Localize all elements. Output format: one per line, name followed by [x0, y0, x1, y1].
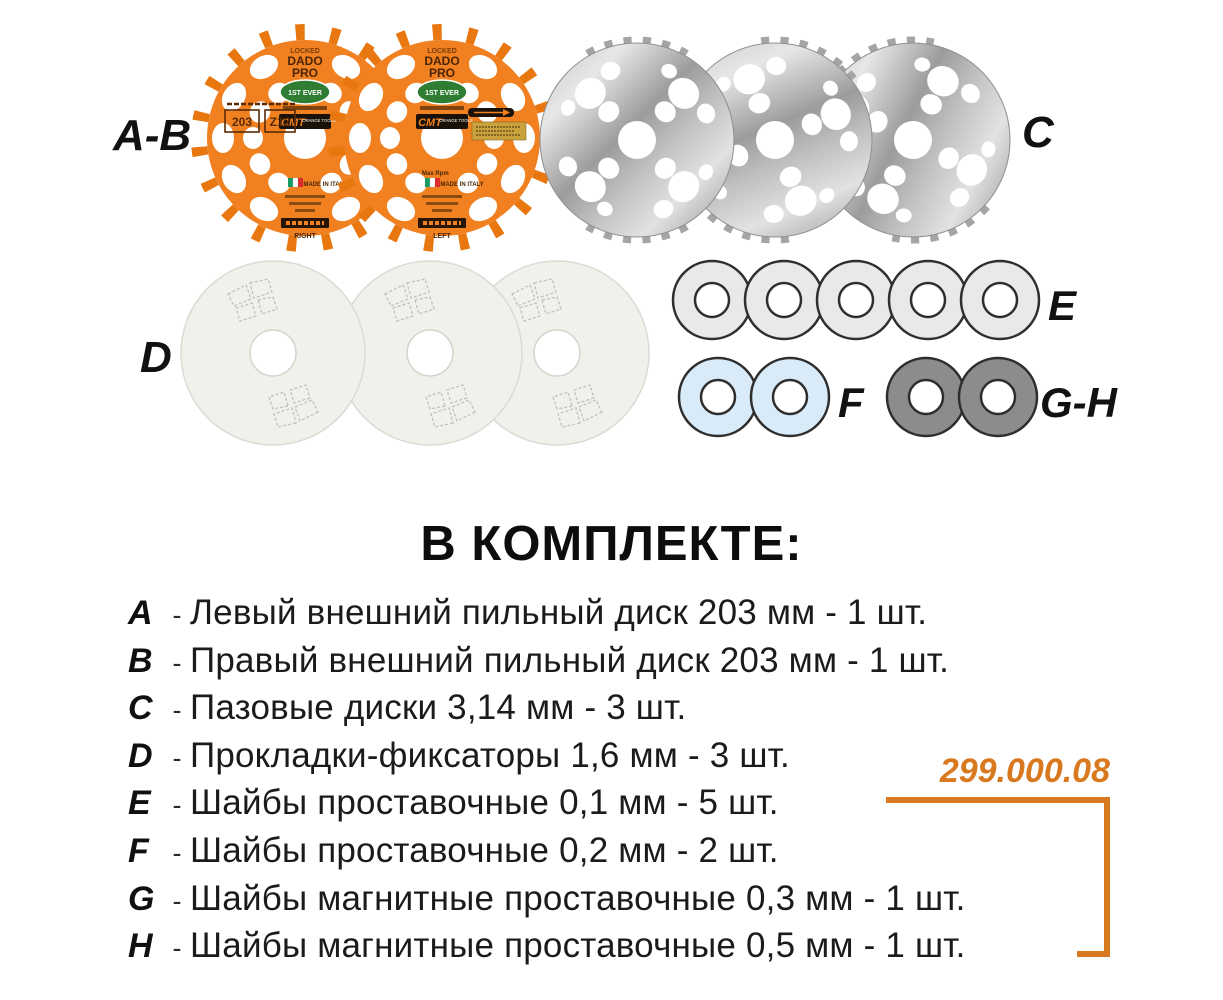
kit-item-b [0, 637, 1223, 685]
group-label-washers-gh: G-H [1040, 379, 1117, 426]
washers-f [679, 358, 829, 436]
kit-item-f [0, 827, 1223, 875]
washer-f-2 [751, 358, 829, 436]
part-number-bracket-hook [1077, 951, 1110, 957]
washers-gh [887, 358, 1037, 436]
washer-e-1 [673, 261, 751, 339]
kit-item-letter: D [128, 736, 153, 775]
washer-e-2 [745, 261, 823, 339]
chipper-blade-1 [540, 42, 734, 238]
kit-item-letter: B [128, 641, 153, 680]
kit-item-dash: - [172, 600, 182, 630]
kit-item-text: Правый внешний пильный диск 203 мм - 1 шт. [190, 640, 950, 680]
washers-e [673, 261, 1039, 339]
diameter-box-text: 203 [231, 115, 253, 129]
kit-item-dash: - [172, 933, 182, 964]
kit-item-text: Шайбы проставочные 0,1 мм - 5 шт. [190, 783, 779, 823]
kit-item-h [0, 922, 1223, 970]
kit-item-dash: - [172, 647, 182, 678]
part-number-bracket-side [1104, 797, 1110, 957]
kit-item-letter: H [128, 927, 153, 966]
group-label-shims: D [140, 333, 172, 382]
kit-item-letter: A [128, 594, 153, 632]
kit-item-text: Шайбы проставочные 0,2 мм - 2 шт. [190, 830, 779, 870]
max-rpm-text: Max Rpm [422, 171, 449, 177]
kit-item-letter: G [128, 879, 155, 918]
kit-item-c [0, 684, 1223, 732]
kit-title: В КОМПЛЕКТЕ: [420, 517, 803, 571]
kit-item-text: Левый внешний пильный диск 203 мм - 1 шт. [190, 593, 928, 632]
washer-g [887, 358, 965, 436]
kit-item-text: Шайбы магнитные проставочные 0,3 мм - 1 шт. [190, 878, 966, 918]
kit-item-text: Шайбы магнитные проставочные 0,5 мм - 1 шт. [190, 926, 966, 966]
blade-side-left: LEFT [433, 233, 451, 240]
kit-item-dash: - [172, 885, 182, 916]
kit-item-dash: - [172, 837, 182, 868]
group-label-washers-e: E [1048, 282, 1077, 329]
kit-item-letter: E [128, 784, 151, 823]
kit-item-letter: C [128, 689, 153, 728]
kit-part-number: 299.000.08 [939, 752, 1110, 790]
group-label-outer-blades: A-B [113, 111, 192, 160]
kit-item-letter: F [128, 831, 149, 870]
kit-item-dash: - [172, 695, 182, 726]
washer-f-1 [679, 358, 757, 436]
warning-sticker [472, 122, 526, 140]
shim-1 [181, 261, 365, 445]
group-label-chippers: C [1022, 108, 1054, 157]
kit-item-text: Прокладки-фиксаторы 1,6 мм - 3 шт. [190, 735, 790, 775]
washer-e-3 [817, 261, 895, 339]
kit-item-a [0, 589, 1223, 637]
part-number-bracket-top [886, 797, 1110, 803]
kit-item-text: Пазовые диски 3,14 мм - 3 шт. [190, 688, 687, 728]
kit-item-dash: - [172, 790, 182, 821]
components-figure: LOCKED DADO PRO 1ST EVER CMT ORANGE TOOLS MADE IN ITALY A-B 203 Z12 RIGHT Max Rpm LEFT C D E F G-H [0, 0, 1223, 490]
kit-item-dash: - [172, 742, 182, 773]
teeth-box-text: Z12 [269, 115, 291, 129]
kit-item-g [0, 875, 1223, 923]
group-label-washers-f: F [838, 379, 864, 426]
washer-e-5 [961, 261, 1039, 339]
washer-e-4 [889, 261, 967, 339]
washer-h [959, 358, 1037, 436]
blade-side-right: RIGHT [294, 233, 316, 240]
